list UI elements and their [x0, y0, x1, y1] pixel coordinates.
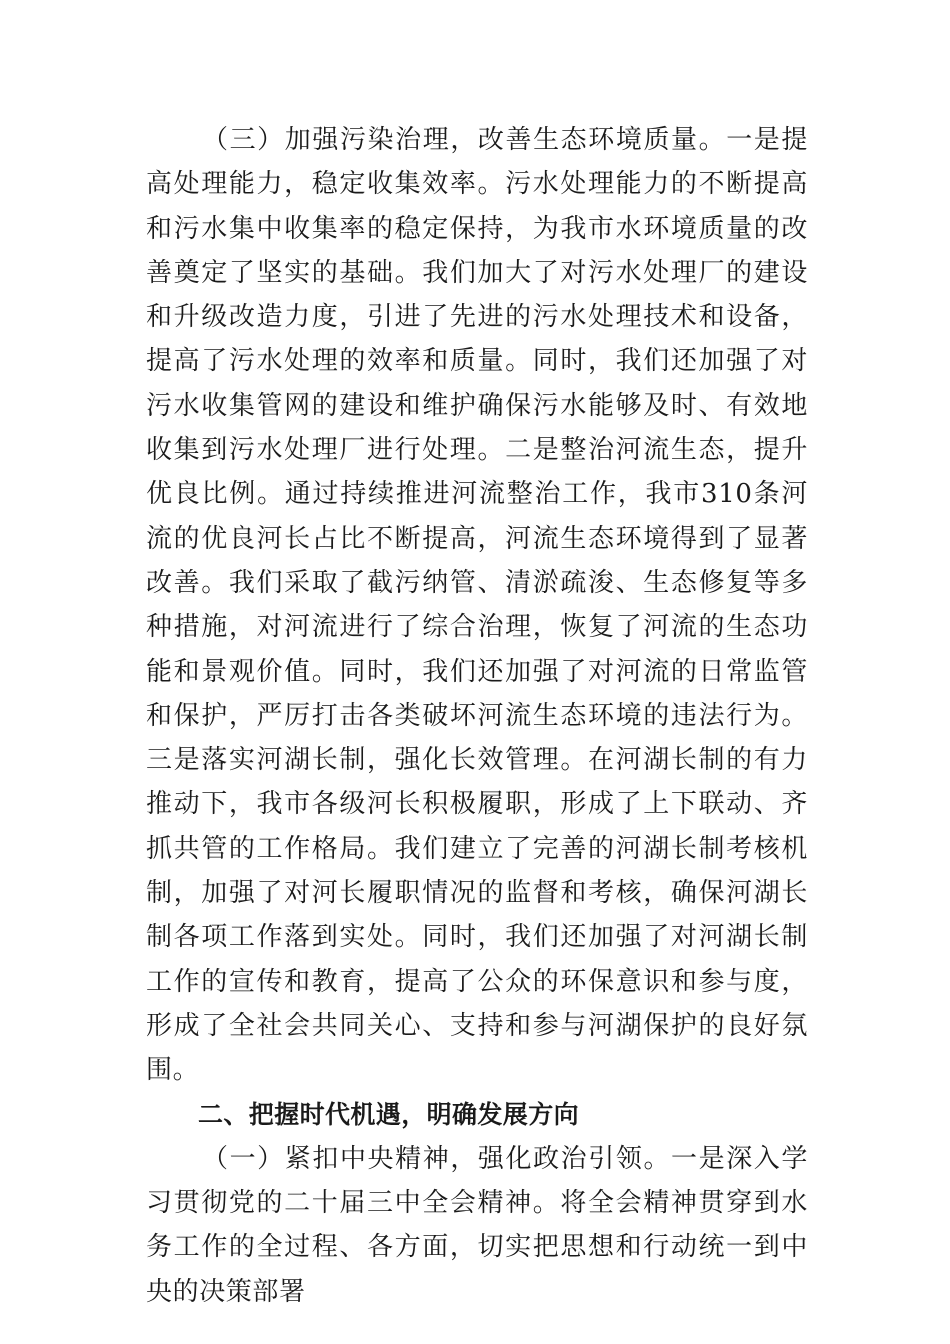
paragraph-pollution-control: （三）加强污染治理，改善生态环境质量。一是提高处理能力，稳定收集效率。污水处理能力的不断提高和污水集中收集率的稳定保持，为我市水环境质量的改善奠定了坚实的基础。我们加大了对污水处理厂的建设和升级改造力度，引进了先进的污水处理技术和设备，提高了污水处理的效率和质量。同时，我们还加强了对污水收集管网的建设和维护确保污水能够及时、有效地收集到污水处理厂进行处理。二是整治河流生态，提升优良比例。通过持续推进河流整治工作，我市310条河流的优良河长占比不断提高，河流生态环境得到了显著改善。我们采取了截污纳管、清淤疏浚、生态修复等多种措施，对河流进行了综合治理，恢复了河流的生态功能和景观价值。同时，我们还加强了对河流的日常监管和保护，严厉打击各类破坏河流生态环境的违法行为。三是落实河湖长制，强化长效管理。在河湖长制的有力推动下，我市各级河长积极履职，形成了上下联动、齐抓共管的工作格局。我们建立了完善的河湖长制考核机制，加强了对河长履职情况的监督和考核，确保河湖长制各项工作落到实处。同时，我们还加强了对河湖长制工作的宣传和教育，提高了公众的环保意识和参与度，形成了全社会共同关心、支持和参与河湖保护的良好氛围。 [146, 125, 808, 1086]
paragraph-central-spirit: （一）紧扣中央精神，强化政治引领。一是深入学习贯彻党的二十届三中全会精神。将全会精神贯穿到水务工作的全过程、各方面，切实把思想和行动统一到中央的决策部署 [146, 1143, 808, 1307]
section-heading-development-direction: 二、把握时代机遇，明确发展方向 [198, 1099, 580, 1129]
document-body [146, 118, 808, 1314]
